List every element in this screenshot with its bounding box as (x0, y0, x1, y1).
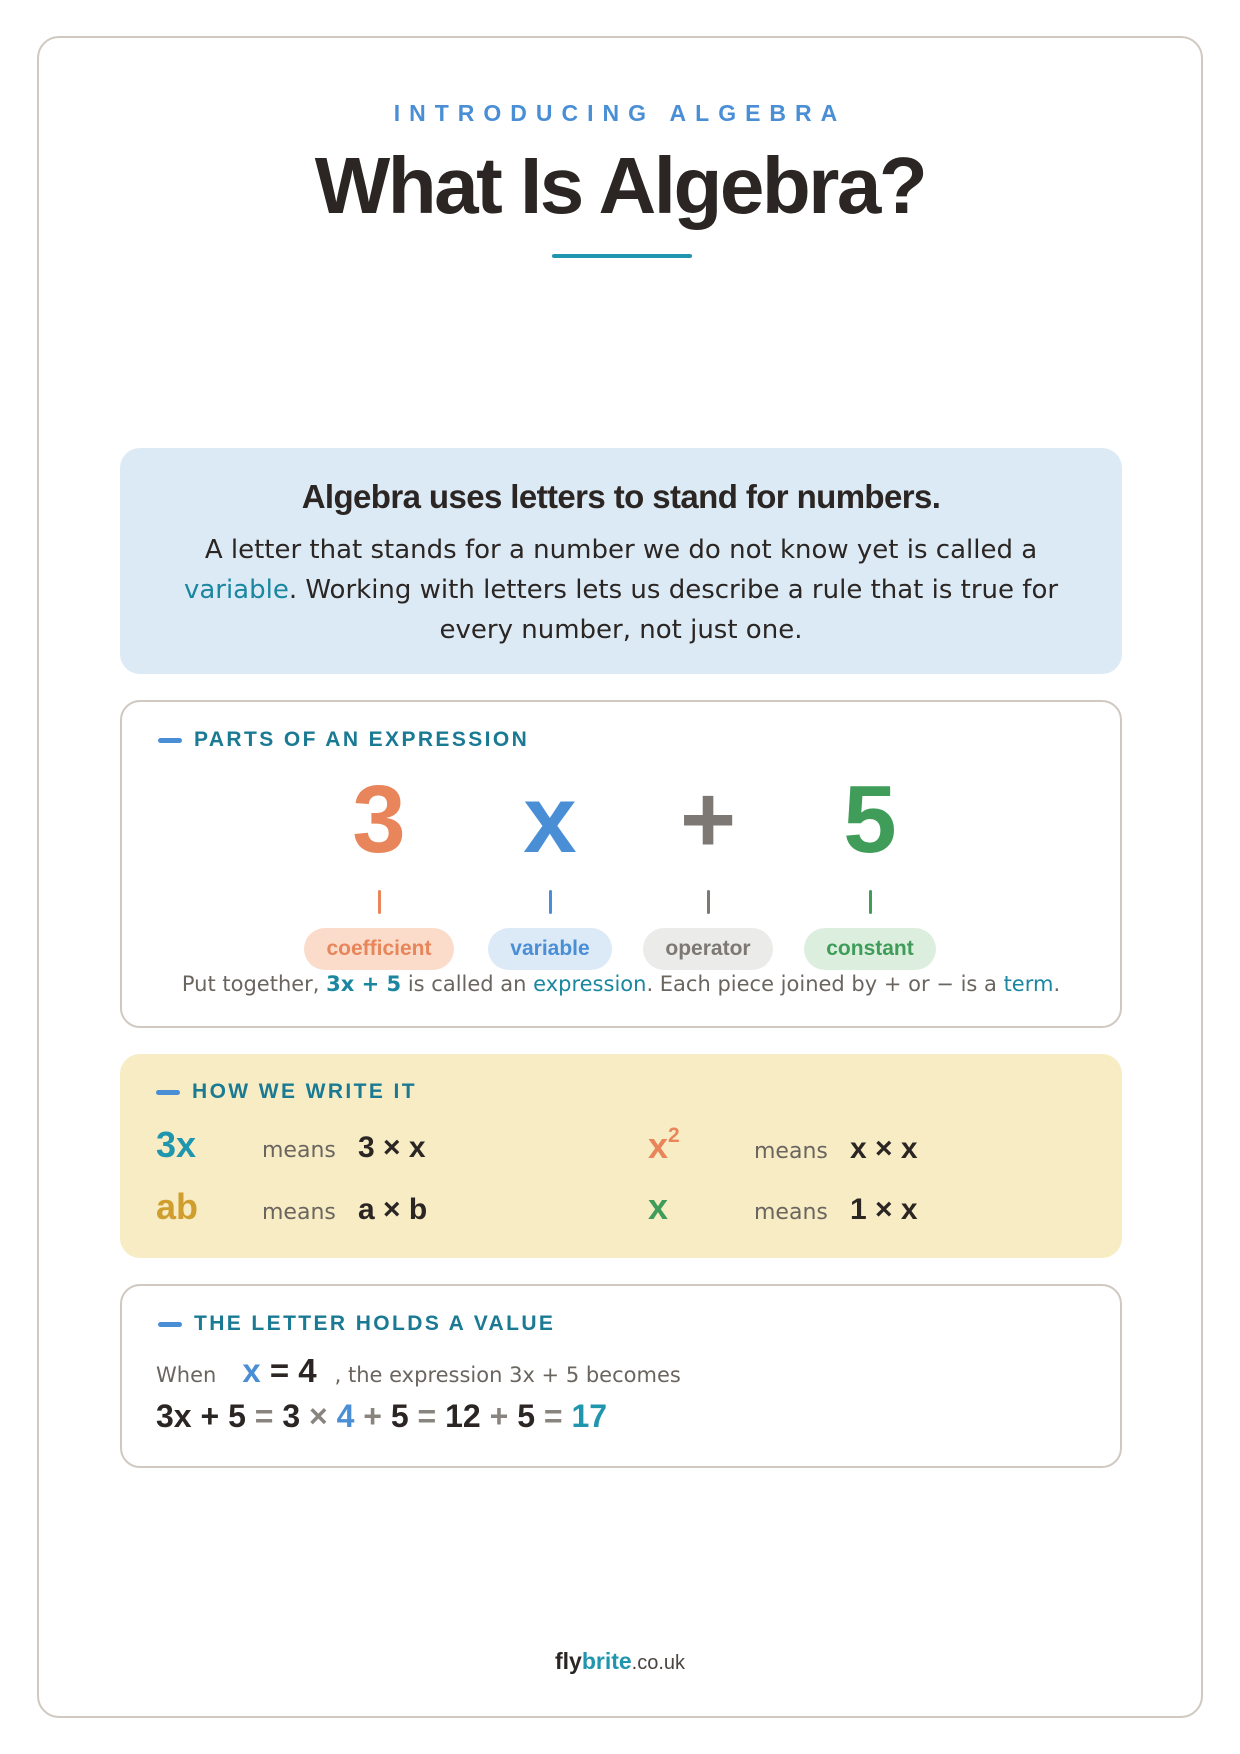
substitution-variable: x (242, 1352, 261, 1389)
means-label: means (262, 1138, 336, 1163)
expr-example: 3x + 5 (326, 972, 402, 996)
coefficient-pill: coefficient (304, 928, 453, 970)
operator-symbol: + (679, 766, 737, 873)
operator-pill: operator (643, 928, 772, 970)
footer-brand (0, 1648, 1240, 1675)
write-symbol: x (648, 1186, 669, 1227)
brand-brite: brite (581, 1648, 632, 1674)
brand-fly: fly (554, 1648, 582, 1674)
operator-tick (707, 890, 710, 914)
parts-note-start: Put together, (181, 972, 327, 996)
parts-section-header (158, 728, 529, 752)
calc-equals: = (543, 1398, 563, 1434)
intro-card (120, 448, 1122, 674)
value-section-title: THE LETTER HOLDS A VALUE (194, 1312, 556, 1335)
dash-icon (158, 1322, 182, 1327)
calc-product: 12 (445, 1398, 481, 1434)
write-symbol: ab (156, 1186, 199, 1227)
parts-note-mid: is called an (401, 972, 534, 996)
write-row (648, 1124, 918, 1167)
brand-domain: .co.uk (631, 1652, 686, 1674)
write-value: 1 × x (850, 1193, 918, 1226)
term-keyword: term (1003, 972, 1054, 996)
write-row (156, 1186, 427, 1228)
letter-value-card (120, 1284, 1122, 1468)
coefficient-tick (378, 890, 381, 914)
calculation-line (156, 1398, 607, 1435)
calc-constant: 5 (390, 1398, 409, 1434)
intro-body-start: A letter that stands for a number we do not know yet is called a (204, 535, 1038, 565)
constant-part (785, 766, 955, 970)
calc-result: 17 (571, 1398, 608, 1434)
title-underline (552, 254, 692, 258)
constant-pill: constant (804, 928, 936, 970)
calc-lhs: 3x + 5 (156, 1398, 246, 1434)
calc-plus: + (363, 1398, 382, 1434)
write-value: x × x (850, 1132, 918, 1165)
variable-pill: variable (488, 928, 611, 970)
parts-note-mid2: . Each piece joined by + or − is a (646, 972, 1004, 996)
coefficient-symbol: 3 (352, 766, 406, 873)
intro-body-end: . Working with letters lets us describe a rule that is true for every number, not just one. (288, 575, 1059, 645)
expression-keyword: expression (533, 972, 647, 996)
means-label: means (262, 1200, 336, 1225)
substitution-value (242, 1352, 316, 1390)
substitution-equals: = 4 (269, 1352, 317, 1389)
calc-equals: = (254, 1398, 274, 1434)
substitution-line (156, 1352, 681, 1390)
write-section-header (156, 1080, 417, 1104)
write-section-title: HOW WE WRITE IT (192, 1080, 417, 1103)
write-value: a × b (358, 1193, 428, 1226)
value-section-header (158, 1312, 555, 1336)
calc-coefficient: 3 (282, 1398, 301, 1434)
constant-symbol: 5 (843, 766, 897, 873)
parts-card (120, 700, 1122, 1028)
write-row (156, 1124, 426, 1166)
how-we-write-panel (120, 1054, 1122, 1258)
calc-plus: + (489, 1398, 509, 1434)
operator-part (623, 766, 793, 970)
parts-section-title: PARTS OF AN EXPRESSION (194, 728, 530, 751)
coefficient-part (294, 766, 464, 970)
write-row (648, 1186, 918, 1228)
write-symbol: 3x (156, 1124, 197, 1165)
variable-keyword: variable (183, 575, 289, 605)
write-value: 3 × x (358, 1131, 426, 1164)
variable-symbol: x (523, 766, 577, 873)
write-exponent: 2 (668, 1124, 680, 1147)
calc-substituted: 4 (336, 1398, 355, 1434)
intro-body (160, 530, 1082, 650)
eyebrow-label: INTRODUCING ALGEBRA (393, 100, 847, 126)
variable-part (465, 766, 635, 970)
write-symbol (648, 1124, 754, 1167)
variable-tick (549, 890, 552, 914)
calc-constant: 5 (517, 1398, 535, 1434)
dash-icon (158, 738, 182, 743)
substitution-rest: , the expression 3x + 5 becomes (334, 1363, 681, 1387)
when-label: When (156, 1363, 217, 1387)
means-label: means (754, 1139, 828, 1164)
dash-icon (156, 1090, 180, 1095)
means-label: means (754, 1200, 828, 1225)
intro-heading: Algebra uses letters to stand for numbers. (301, 478, 941, 515)
parts-note (122, 972, 1120, 996)
calc-equals: = (417, 1398, 437, 1434)
page-title: What Is Algebra? (314, 141, 926, 230)
write-base: x (648, 1125, 669, 1166)
constant-tick (869, 890, 872, 914)
calc-times: × (309, 1398, 328, 1434)
parts-note-end: . (1053, 972, 1061, 996)
